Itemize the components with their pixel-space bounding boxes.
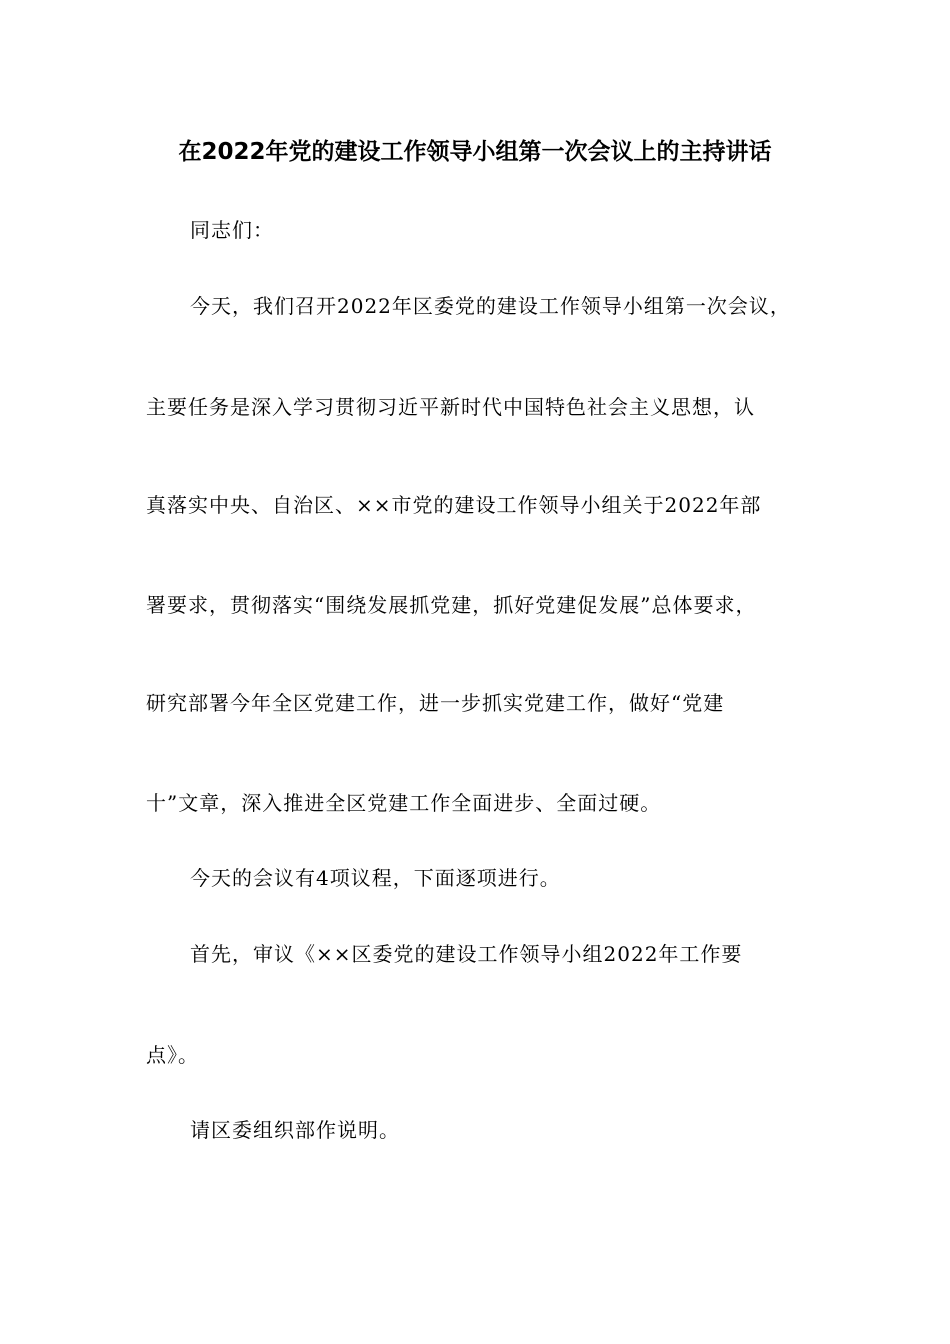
paragraph-line: 十”文章，深入推进全区党建工作全面进步、全面过硬。	[146, 791, 662, 815]
paragraph-line: 首先，审议《××区委党的建设工作领导小组2022年工作要	[190, 942, 743, 966]
paragraph-line: 点》。	[146, 1043, 199, 1067]
paragraph-line: 请区委组织部作说明。	[190, 1118, 400, 1142]
paragraph-line: 今天，我们召开2022年区委党的建设工作领导小组第一次会议，	[190, 294, 791, 318]
paragraph-line: 主要任务是深入学习贯彻习近平新时代中国特色社会主义思想，认	[146, 395, 755, 419]
paragraph-line: 研究部署今年全区党建工作，进一步抓实党建工作，做好“党建	[146, 691, 725, 715]
document-title: 在2022年党的建设工作领导小组第一次会议上的主持讲话	[178, 139, 772, 165]
paragraph-line: 真落实中央、自治区、××市党的建设工作领导小组关于2022年部	[146, 493, 762, 517]
paragraph-line: 今天的会议有4项议程，下面逐项进行。	[190, 866, 561, 890]
paragraph-line: 署要求，贯彻落实“围绕发展抓党建，抓好党建促发展”总体要求，	[146, 593, 757, 617]
greeting: 同志们：	[190, 218, 274, 242]
